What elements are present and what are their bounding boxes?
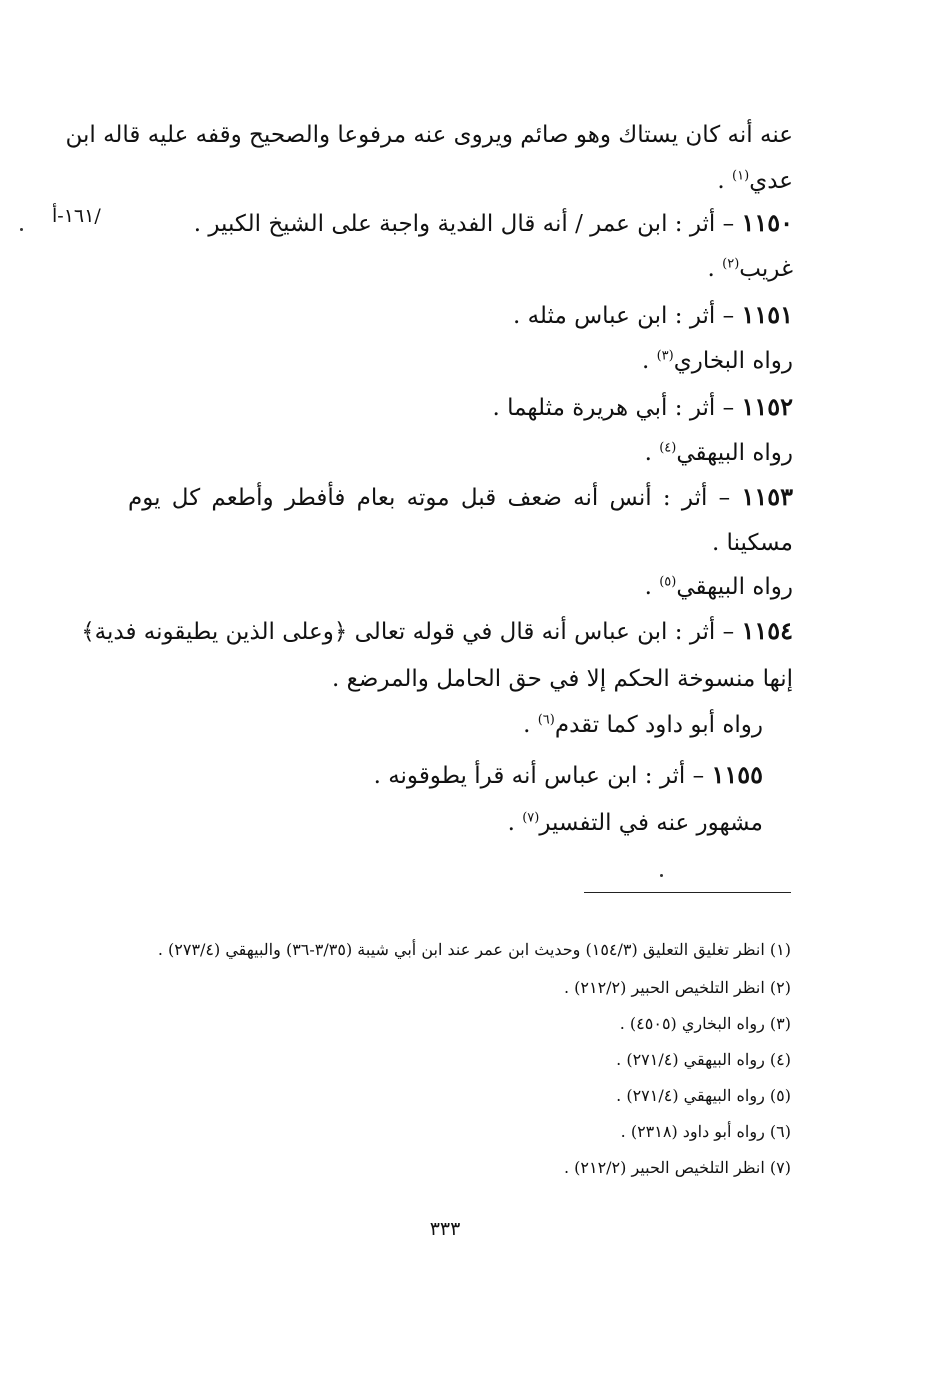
margin-speck — [20, 228, 23, 231]
footnote-ref: (٥) — [659, 574, 677, 590]
entry-number: ١١٥٥ — [711, 760, 763, 789]
text-line: رواه البيهقي$^{(٤)}$ . — [644, 440, 793, 466]
entry-number: ١١٥١ — [741, 300, 793, 329]
footnote-3: (٣) رواه البخاري (٤٥٠٥) . — [619, 1014, 791, 1033]
entry-number: ١١٥٣ — [741, 482, 793, 511]
footnote-ref: (٦) — [537, 712, 555, 728]
footnote-4: (٤) رواه البيهقي (٢٧١/٤) . — [616, 1050, 791, 1069]
footnote-5: (٥) رواه البيهقي (٢٧١/٤) . — [616, 1086, 791, 1105]
text-line: مسكينا . — [711, 530, 793, 556]
text-line: عدي$^{(١)}$ . — [717, 168, 793, 194]
entry-1150: ١١٥٠ – أثر : ابن عمر / أنه قال الفدية واجبة على الشيخ الكبير . — [193, 208, 793, 237]
entry-1152: ١١٥٢ – أثر : أبي هريرة مثلهما . — [492, 392, 793, 421]
text-line: رواه أبو داود كما تقدم$^{(٦)}$ . — [523, 712, 763, 738]
text-line: إنها منسوخة الحكم إلا في حق الحامل والمرضع . — [332, 666, 793, 692]
entry-1151: ١١٥١ – أثر : ابن عباس مثله . — [512, 300, 793, 329]
text-line: رواه البخاري$^{(٣)}$ . — [641, 348, 793, 374]
footnote-ref: (٢) — [722, 256, 740, 272]
text-line: عنه أنه كان يستاك وهو صائم ويروى عنه مرفوعا والصحيح وقفه عليه قاله ابن — [65, 122, 793, 148]
text-line: غريب$^{(٢)}$ . — [707, 256, 793, 282]
footnote-7: (٧) انظر التلخيص الحبير (٢١٢/٢) . — [563, 1158, 791, 1177]
entry-1155: ١١٥٥ – أثر : ابن عباس أنه قرأ يطوقونه . — [373, 760, 763, 789]
text-line: رواه البيهقي$^{(٥)}$ . — [644, 574, 793, 600]
margin-folio-note: /١٦١-أ — [52, 205, 101, 227]
footnote-separator — [584, 892, 791, 893]
footnote-ref: (٤) — [659, 440, 677, 456]
entry-number: ١١٥٠ — [741, 208, 793, 237]
page-number: ٣٣٣ — [429, 1218, 461, 1240]
footnote-1: (١) انظر تغليق التعليق (١٥٤/٣) وحديث ابن عمر عند ابن أبي شيبة (٣/٣٥-٣٦) والبيهقي (٢٧٣/٤) . — [157, 940, 791, 959]
text-line: مشهور عنه في التفسير$^{(٧)}$ . — [507, 810, 763, 836]
footnote-6: (٦) رواه أبو داود (٢٣١٨) . — [620, 1122, 791, 1141]
entry-1153: ١١٥٣ – أثر : أنس أنه ضعف قبل موته بعام فأفطر وأطعم كل يوم — [128, 482, 793, 511]
entry-1154: ١١٥٤ – أثر : ابن عباس أنه قال في قوله تعالى ﴿وعلى الذين يطيقونه فدية﴾ — [81, 616, 793, 645]
footnote-ref: (٣) — [656, 348, 674, 364]
entry-number: ١١٥٤ — [741, 616, 793, 645]
page-speck — [660, 874, 663, 877]
footnote-ref: (٧) — [522, 810, 540, 826]
footnote-2: (٢) انظر التلخيص الحبير (٢١٢/٢) . — [563, 978, 791, 997]
footnote-ref: (١) — [732, 168, 750, 184]
entry-number: ١١٥٢ — [741, 392, 793, 421]
